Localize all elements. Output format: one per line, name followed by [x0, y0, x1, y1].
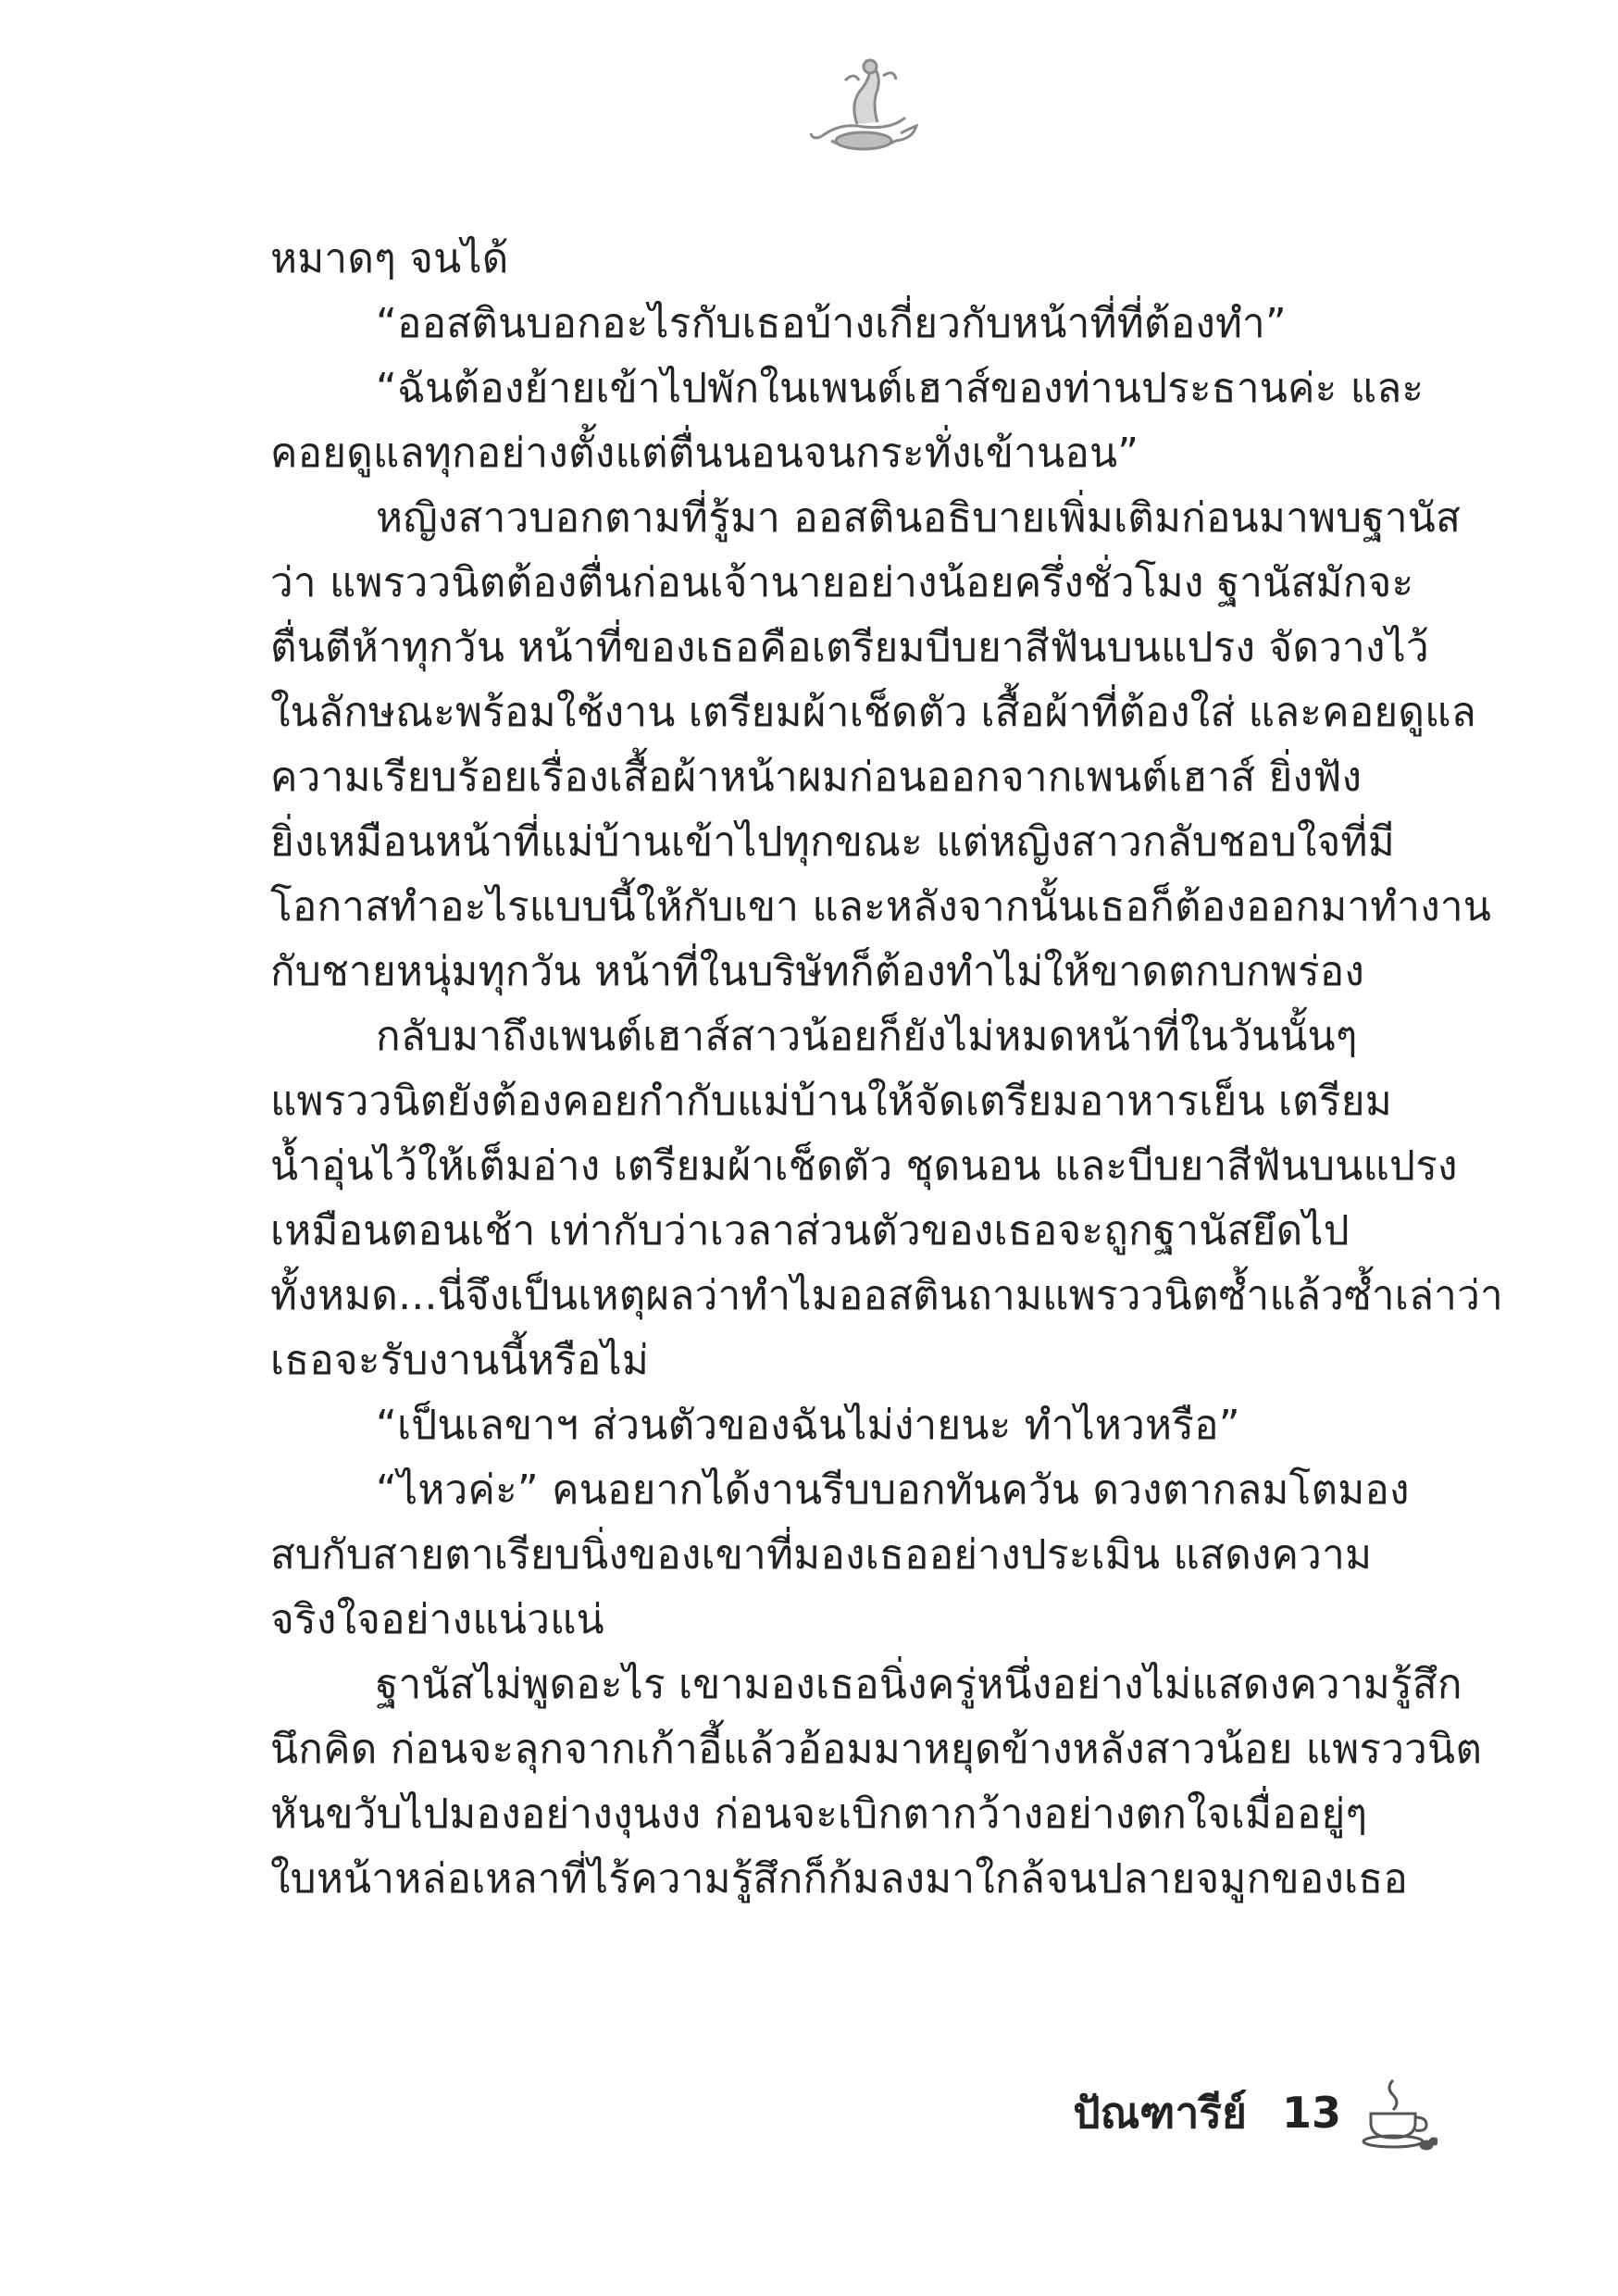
paragraph-line: ว่า แพรววนิตต้องตื่นก่อนเจ้านายอย่างน้อยครึ่งชั่วโมง ฐานัสมักจะ [270, 559, 1414, 606]
paragraph-line: แพรววนิตยังต้องคอยกำกับแม่บ้านให้จัดเตรียมอาหารเย็น เตรียม [270, 1078, 1392, 1125]
paragraph-line: หันขวับไปมองอย่างงุนงง ก่อนจะเบิกตากว้างอย่างตกใจเมื่ออยู่ๆ [270, 1791, 1368, 1838]
paragraph-line: นึกคิด ก่อนจะลุกจากเก้าอี้แล้วอ้อมมาหยุดข้างหลังสาวน้อย แพรววนิต [270, 1726, 1483, 1773]
paragraph-line: ในลักษณะพร้อมใช้งาน เตรียมผ้าเช็ดตัว เสื้อผ้าที่ต้องใส่ และคอยดูแล [270, 689, 1476, 736]
paragraph-line: หญิงสาวบอกตามที่รู้มา ออสตินอธิบายเพิ่มเติมก่อนมาพบฐานัส [376, 494, 1462, 542]
paragraph-line: สบกับสายตาเรียบนิ่งของเขาที่มองเธออย่างประเมิน แสดงความ [270, 1531, 1373, 1578]
paragraph-line: ยิ่งเหมือนหน้าที่แม่บ้านเข้าไปทุกขณะ แต่หญิงสาวกลับชอบใจที่มี [270, 818, 1395, 866]
paragraph-line: “ฉันต้องย้ายเข้าไปพักในเพนต์เฮาส์ของท่านประธานค่ะ และ [376, 365, 1425, 412]
paragraph-line: เหมือนตอนเช้า เท่ากับว่าเวลาส่วนตัวของเธอจะถูกฐานัสยึดไป [270, 1207, 1350, 1254]
paragraph-line: กลับมาถึงเพนต์เฮาส์สาวน้อยก็ยังไม่หมดหน้าที่ในวันนั้นๆ [376, 1013, 1358, 1060]
paragraph-line: หมาดๆ จนได้ [270, 235, 509, 282]
paragraph-line: “ไหวค่ะ” คนอยากได้งานรีบบอกทันควัน ดวงตากลมโตมอง [376, 1466, 1410, 1514]
genie-lamp-icon [803, 48, 924, 168]
coffee-cup-icon [1358, 2073, 1438, 2152]
page-footer [1073, 2066, 1438, 2159]
author-name: ปัณฑารีย์ [1073, 2087, 1247, 2138]
paragraph-line: น้ำอุ่นไว้ให้เต็มอ่าง เตรียมผ้าเช็ดตัว ชุดนอน และบีบยาสีฟันบนแปรง [270, 1142, 1458, 1190]
paragraph-line: จริงใจอย่างแน่วแน่ [270, 1596, 604, 1643]
paragraph-line: ความเรียบร้อยเรื่องเสื้อผ้าหน้าผมก่อนออกจากเพนต์เฮาส์ ยิ่งฟัง [270, 754, 1363, 801]
paragraph-line: กับชายหนุ่มทุกวัน หน้าที่ในบริษัทก็ต้องทำไม่ให้ขาดตกบกพร่อง [270, 948, 1365, 995]
paragraph-line: “เป็นเลขาฯ ส่วนตัวของฉันไม่ง่ายนะ ทำไหวหรือ” [376, 1402, 1240, 1449]
paragraph-line: “ออสตินบอกอะไรกับเธอบ้างเกี่ยวกับหน้าที่ที่ต้องทำ” [376, 300, 1287, 347]
paragraph-line: เธอจะรับงานนี้หรือไม่ [270, 1337, 650, 1384]
paragraph-line: ฐานัสไม่พูดอะไร เขามองเธอนิ่งครู่หนึ่งอย่างไม่แสดงความรู้สึก [376, 1661, 1462, 1708]
story-text [270, 227, 1503, 1912]
paragraph-line: ทั้งหมด...นี่จึงเป็นเหตุผลว่าทำไมออสตินถามแพรววนิตซ้ำแล้วซ้ำเล่าว่า [270, 1272, 1503, 1319]
paragraph-line: ใบหน้าหล่อเหลาที่ไร้ความรู้สึกก็ก้มลงมาใกล้จนปลายจมูกของเธอ [270, 1855, 1408, 1903]
page-number: 13 [1281, 2088, 1341, 2138]
paragraph-line: คอยดูแลทุกอย่างตั้งแต่ตื่นนอนจนกระทั่งเข้านอน” [270, 430, 1139, 477]
paragraph-line: ตื่นตีห้าทุกวัน หน้าที่ของเธอคือเตรียมบีบยาสีฟันบนแปรง จัดวางไว้ [270, 624, 1429, 671]
paragraph-line: โอกาสทำอะไรแบบนี้ให้กับเขา และหลังจากนั้นเธอก็ต้องออกมาทำงาน [270, 883, 1492, 930]
